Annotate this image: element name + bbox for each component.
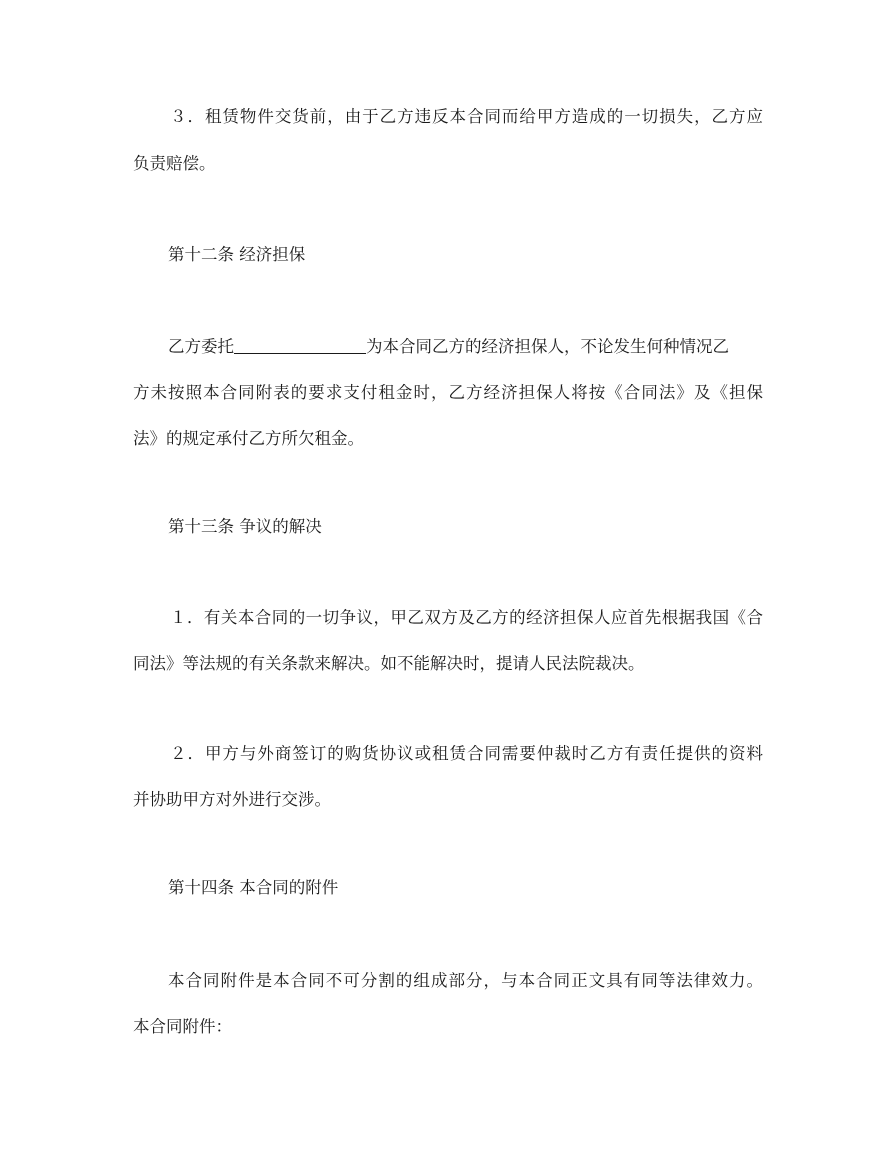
- article-14-heading: 第十四条 本合同的附件: [168, 878, 339, 897]
- guarantor-blank: [234, 337, 366, 354]
- article-13-item1-line2: 同法》等法规的有关条款来解决。如不能解决时，提请人民法院裁决。: [133, 654, 645, 673]
- article-13-heading: 第十三条 争议的解决: [168, 517, 322, 536]
- article-12-line3: 法》的规定承付乙方所欠租金。: [133, 429, 364, 448]
- article-13-item2-line1: ２．甲方与外商签订的购货协议或租赁合同需要仲裁时乙方有责任提供的资料: [170, 744, 763, 763]
- article-13-item2-line2: 并协助甲方对外进行交涉。: [133, 790, 331, 809]
- article-12-line2: 方未按照本合同附表的要求支付租金时，乙方经济担保人将按《合同法》及《担保: [133, 383, 763, 402]
- para-item-3-line1: ３．租赁物件交货前，由于乙方违反本合同而给甲方造成的一切损失，乙方应: [170, 107, 763, 126]
- article-12-line1: [168, 337, 729, 357]
- article-12-line1-end: 为本合同乙方的经济担保人，不论发生何种情况乙: [366, 337, 729, 356]
- para-item-3-line2: 负责赔偿。: [133, 154, 216, 173]
- article-12-heading: 第十二条 经济担保: [168, 245, 306, 264]
- article-14-line2: 本合同附件：: [133, 1017, 232, 1036]
- article-14-line1: 本合同附件是本合同不可分割的组成部分，与本合同正文具有同等法律效力。: [168, 971, 763, 990]
- article-13-item1-line1: １．有关本合同的一切争议，甲乙双方及乙方的经济担保人应首先根据我国《合: [170, 608, 763, 627]
- article-12-line1-start: 乙方委托: [168, 337, 234, 356]
